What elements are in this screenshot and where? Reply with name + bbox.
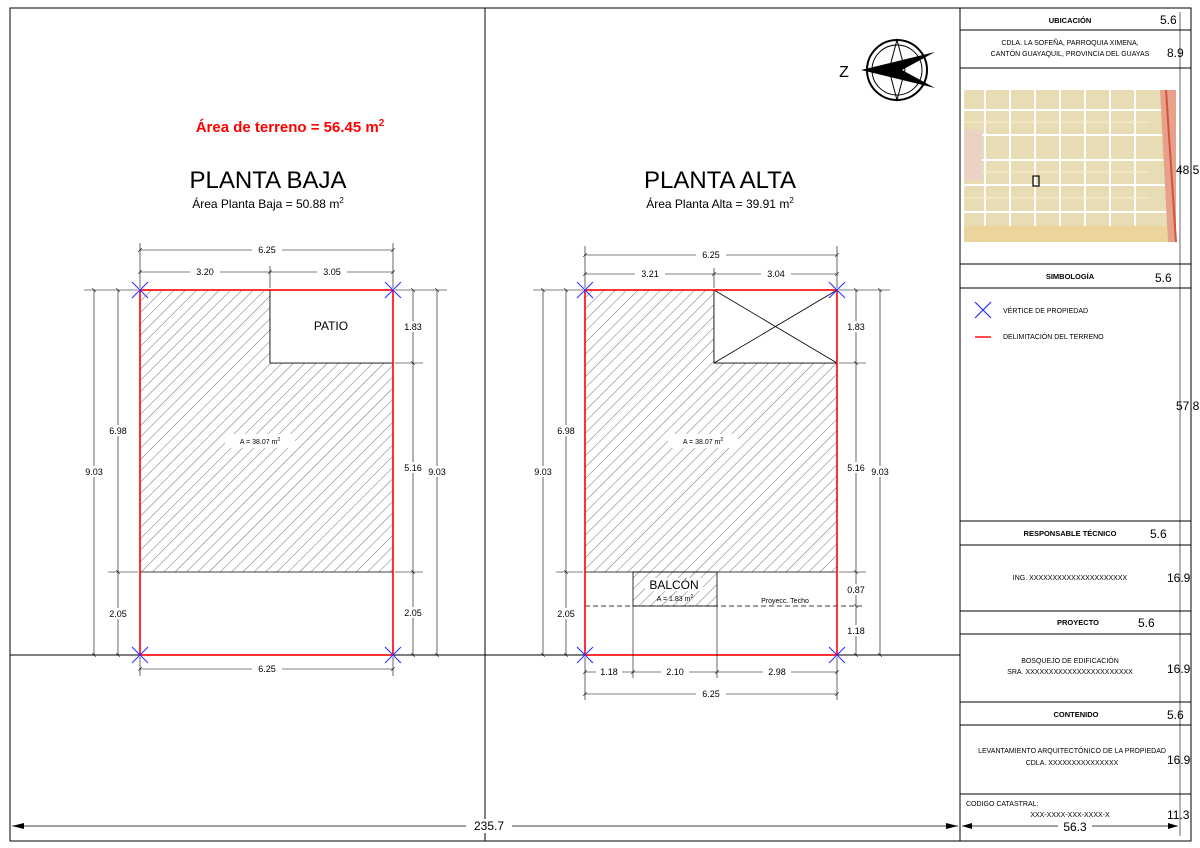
map-size: 48.5 — [1176, 163, 1200, 177]
vertex-cross-icon — [975, 302, 991, 318]
dim-bot-c: 2.98 — [768, 667, 786, 677]
proyecto-line-1: BOSQUEJO DE EDIFICACIÓN — [1021, 658, 1119, 665]
balcon-area-label: A = 1.83 $m^2$ — [656, 594, 694, 603]
legend-line-label: DELIMITACIÓN DEL TERRENO — [1003, 334, 1104, 341]
proyecto-size: 5.6 — [1138, 616, 1155, 630]
simbologia-size: 5.6 — [1155, 271, 1172, 285]
contenido-content-size: 16.9 — [1167, 753, 1191, 767]
dim-top-total: 6.25 — [702, 250, 720, 260]
ubicacion-size: 5.6 — [1160, 13, 1177, 27]
dim-left-outer: 9.03 — [85, 467, 103, 477]
dim-left-inner: 6.98 — [557, 426, 575, 436]
codigo-label: CODIGO CATASTRAL: — [966, 801, 1039, 808]
ubicacion-label: UBICACIÓN — [1048, 16, 1092, 25]
dim-left-lower: 2.05 — [109, 609, 127, 619]
titleblock-width-dimension — [962, 819, 1178, 834]
dim-bot-b: 2.10 — [666, 667, 684, 677]
north-arrow-icon — [839, 40, 935, 100]
width-dim-label: 56.3 — [1063, 820, 1087, 834]
proyecto-line-2: SRA. XXXXXXXXXXXXXXXXXXXXXXX — [1007, 669, 1133, 676]
proyecc-label: Proyecc. Techo — [761, 598, 809, 605]
responsable-label: RESPONSABLE TÉCNICO — [1023, 529, 1117, 538]
dim-bottom: 6.25 — [702, 689, 720, 699]
hatch-area-label: A = 38.07 $m^2$ — [682, 437, 724, 446]
legend-vertex-label: VÉRTICE DE PROPIEDAD — [1003, 308, 1089, 315]
dim-left-outer: 9.03 — [534, 467, 552, 477]
proyecto-content-size: 16.9 — [1167, 662, 1191, 676]
hatch-area-label: A = 38.07 $m^2$ — [239, 437, 281, 446]
dim-left-lower: 2.05 — [557, 609, 575, 619]
dim-right-mid: 5.16 — [404, 463, 422, 473]
dim-top-left: 3.20 — [196, 267, 214, 277]
location-map — [964, 90, 1176, 242]
planta-alta-title: PLANTA ALTA — [643, 167, 797, 194]
title-block — [960, 12, 1200, 836]
planta-baja-title: PLANTA BAJA — [189, 167, 347, 194]
dim-top-left: 3.21 — [641, 269, 659, 279]
ing-size: 16.9 — [1167, 571, 1191, 585]
dim-right-lower: 2.05 — [404, 608, 422, 618]
dim-right-118: 1.18 — [847, 626, 865, 636]
planta-alta — [529, 167, 894, 700]
north-label: Z — [839, 64, 849, 81]
dim-top-right: 3.04 — [767, 269, 785, 279]
overall-dim-label: 235.7 — [473, 819, 505, 833]
dim-right-top: 1.83 — [404, 322, 422, 332]
address-line-1: CDLA. LA SOFEÑA, PARROQUIA XIMENA, — [1001, 40, 1139, 47]
ing-name: ING. XXXXXXXXXXXXXXXXXXXXX — [1012, 575, 1128, 582]
legend-size: 57.8 — [1176, 399, 1200, 413]
responsable-size: 5.6 — [1150, 527, 1167, 541]
planta-baja — [80, 118, 451, 676]
proyecto-label: PROYECTO — [1057, 618, 1099, 627]
dim-left-inner: 6.98 — [109, 426, 127, 436]
contenido-line-1: LEVANTAMIENTO ARQUITECTÓNICO DE LA PROPIEDAD — [978, 748, 1166, 755]
codigo-size: 11.3 — [1167, 808, 1190, 822]
address-size: 8.9 — [1167, 46, 1184, 60]
dim-top-right: 3.05 — [323, 267, 341, 277]
balcon-label: BALCÓN — [649, 578, 699, 592]
dim-right-087: 0.87 — [847, 585, 865, 595]
contenido-line-2: CDLA. XXXXXXXXXXXXXXX — [1025, 760, 1119, 767]
planta-alta-area: Área Planta Alta = 39.91 $m^2$ — [646, 196, 794, 211]
dim-right-mid: 5.16 — [847, 463, 865, 473]
contenido-label: CONTENIDO — [1053, 710, 1099, 719]
planta-baja-area: Área Planta Baja = 50.88 $m^2$ — [192, 196, 344, 211]
patio-label: PATIO — [313, 319, 349, 333]
dim-right-outer: 9.03 — [871, 467, 889, 477]
dim-top-total: 6.25 — [258, 245, 276, 255]
overall-dimension — [12, 819, 958, 833]
dim-bot-a: 1.18 — [600, 667, 618, 677]
contenido-size: 5.6 — [1167, 708, 1184, 722]
dim-right-outer: 9.03 — [428, 467, 446, 477]
address-line-2: CANTÓN GUAYAQUIL, PROVINCIA DEL GUAYAS — [990, 51, 1150, 58]
dim-right-top: 1.83 — [847, 322, 865, 332]
simbologia-label: SIMBOLOGÍA — [1045, 272, 1095, 281]
codigo-value: XXX-XXXX-XXX-XXXX-X — [1030, 812, 1110, 819]
area-terreno-label: Área de terreno = 56.45 $m^2$ — [195, 118, 385, 136]
dim-bottom: 6.25 — [258, 664, 276, 674]
